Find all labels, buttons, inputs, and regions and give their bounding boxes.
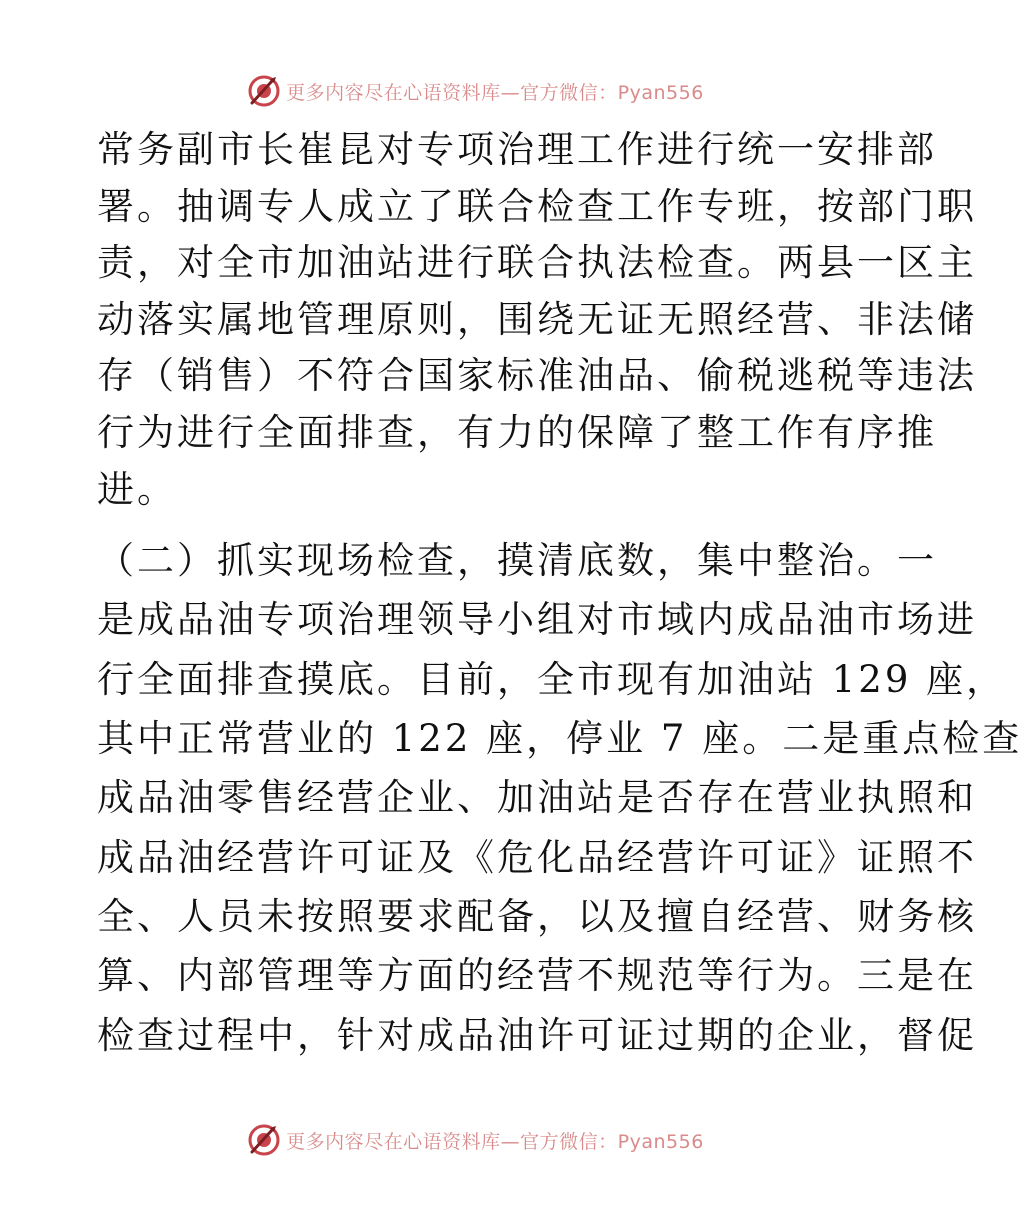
text-line: 常务副市长崔昆对专项治理工作进行统一安排部: [97, 128, 937, 171]
text-line: 是成品油专项治理领导小组对市域内成品油市场进: [97, 598, 977, 642]
text-line: 成品油经营许可证及《危化品经营许可证》证照不: [97, 835, 977, 879]
text-line: 全、人员未按照要求配备，以及擅自经营、财务核: [97, 894, 977, 938]
text-line: 署。抽调专人成立了联合检查工作专班，按部门职: [97, 184, 977, 228]
text-line: 成品油零售经营企业、加油站是否存在营业执照和: [97, 776, 977, 820]
footer-watermark: [0, 1120, 950, 1160]
text-line: 行为进行全面排查，有力的保障了整工作有序推: [97, 410, 937, 454]
watermark-logo-icon: [246, 1122, 282, 1158]
paragraph-2: [97, 531, 1022, 1065]
text-line: 进。: [97, 467, 177, 511]
watermark-text: 更多内容尽在心语资料库—官方微信：Pyan556: [286, 1130, 704, 1153]
watermark-text: 更多内容尽在心语资料库—官方微信：Pyan556: [286, 81, 704, 104]
header-watermark: [0, 71, 950, 111]
text-line: 存（销售）不符合国家标准油品、偷税逃税等违法: [97, 354, 977, 398]
text-line: 其中正常营业的 122 座，停业 7 座。二是重点检查: [97, 717, 1022, 761]
text-line: 行全面排查摸底。目前，全市现有加油站 129 座，: [97, 657, 1007, 701]
document-body: [97, 122, 1022, 1065]
text-line: 算、内部管理等方面的经营不规范等行为。三是在: [97, 954, 977, 998]
text-line: （二）抓实现场检查，摸清底数，集中整治。一: [97, 539, 937, 583]
text-line: 动落实属地管理原则，围绕无证无照经营、非法储: [97, 297, 977, 341]
watermark-logo-icon: [246, 73, 282, 109]
text-line: 责，对全市加油站进行联合执法检查。两县一区主: [97, 241, 977, 285]
text-line: 检查过程中，针对成品油许可证过期的企业，督促: [97, 1013, 977, 1057]
paragraph-1: [97, 122, 977, 518]
